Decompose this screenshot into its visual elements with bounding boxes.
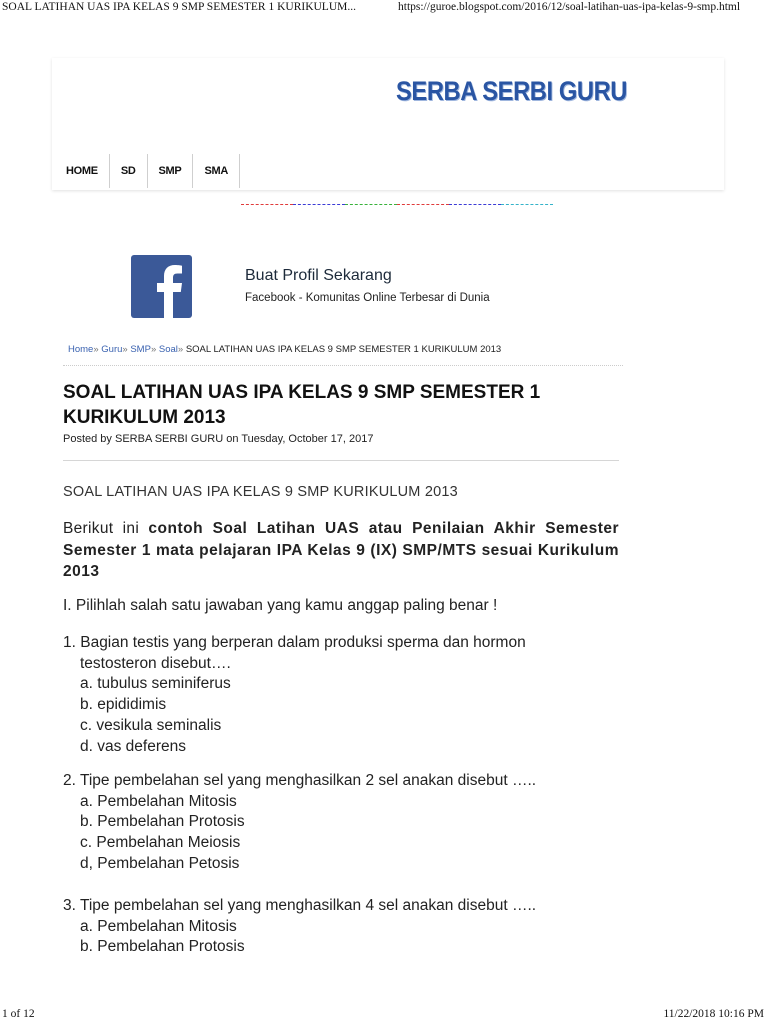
blog-title[interactable]: SERBA SERBI GURU xyxy=(396,76,628,106)
question-text: 2. Tipe pembelahan sel yang menghasilkan 2 sel anakan disebut ….. xyxy=(63,772,537,789)
print-page-url: https://guroe.blogspot.com/2016/12/soal-latihan-uas-ipa-kelas-9-smp.html xyxy=(398,1,741,13)
question-1 xyxy=(63,633,619,757)
breadcrumb-separator: » xyxy=(93,344,99,355)
meta-prefix: Posted by xyxy=(63,433,112,445)
color-line-segment xyxy=(345,204,397,206)
facebook-icon[interactable] xyxy=(131,255,192,318)
breadcrumb-link-smp[interactable]: SMP xyxy=(130,344,151,355)
answer-option: a. tubulus seminiferus xyxy=(80,675,231,693)
question-text-cont: testosteron disebut…. xyxy=(80,654,231,672)
question-text: 1. Bagian testis yang berperan dalam produksi sperma dan hormon xyxy=(63,634,526,651)
breadcrumb xyxy=(68,344,501,355)
answer-option: a. Pembelahan Mitosis xyxy=(80,917,237,935)
answer-option: c. Pembelahan Meiosis xyxy=(80,834,241,852)
breadcrumb-separator: » xyxy=(122,344,128,355)
answer-option: c. vesikula seminalis xyxy=(80,716,222,734)
breadcrumb-separator: » xyxy=(150,344,157,355)
breadcrumb-divider xyxy=(63,365,623,366)
post-meta xyxy=(63,433,373,445)
intro-plain: Berikut ini xyxy=(63,520,140,537)
meta-on: on xyxy=(226,433,239,445)
ad-title[interactable]: Buat Profil Sekarang xyxy=(245,267,392,284)
color-line-segment xyxy=(501,204,553,206)
question-text: 3. Tipe pembelahan sel yang menghasilkan 4 sel anakan disebut ….. xyxy=(63,897,537,914)
breadcrumb-separator: » xyxy=(177,344,184,355)
print-footer xyxy=(0,1008,768,1024)
post-title: SOAL LATIHAN UAS IPA KELAS 9 SMP SEMESTER 1 KURIKULUM 2013 xyxy=(63,382,541,428)
question-2 xyxy=(63,771,619,875)
color-line-segment xyxy=(397,204,449,206)
color-line-segment xyxy=(449,204,501,206)
nav-item-home[interactable]: HOME xyxy=(56,154,110,188)
answer-option: a. Pembelahan Mitosis xyxy=(80,792,237,810)
answer-option: b. Pembelahan Protosis xyxy=(80,938,245,956)
instruction: I. Pilihlah salah satu jawaban yang kamu anggap paling benar ! xyxy=(63,597,498,614)
question-3 xyxy=(63,896,619,958)
page-counter: 1 of 12 xyxy=(2,1008,35,1020)
post-subheading: SOAL LATIHAN UAS IPA KELAS 9 SMP KURIKULUM 2013 xyxy=(63,484,458,500)
breadcrumb-link-guru[interactable]: Guru xyxy=(101,344,123,355)
print-header xyxy=(0,0,768,20)
nav-item-sma[interactable]: SMA xyxy=(193,154,240,188)
breadcrumb-link-soal[interactable]: Soal xyxy=(158,344,178,355)
post-intro xyxy=(63,518,619,583)
breadcrumb-current: SOAL LATIHAN UAS IPA KELAS 9 SMP SEMESTER 1 KURIKULUM 2013 xyxy=(185,344,502,355)
post-date: Tuesday, October 17, 2017 xyxy=(241,433,374,445)
answer-option: d. vas deferens xyxy=(80,737,186,755)
post-author[interactable]: SERBA SERBI GURU xyxy=(114,433,224,445)
decorative-color-line xyxy=(241,203,553,207)
main-nav xyxy=(56,154,240,188)
print-datetime: 11/22/2018 10:16 PM xyxy=(663,1008,764,1020)
print-page-title: SOAL LATIHAN UAS IPA KELAS 9 SMP SEMESTER 1 KURIKULUM... xyxy=(2,1,356,13)
answer-option: b. Pembelahan Protosis xyxy=(80,813,245,831)
ad-subtitle: Facebook - Komunitas Online Terbesar di Dunia xyxy=(245,292,490,304)
answer-option: d, Pembelahan Petosis xyxy=(80,854,240,872)
color-line-segment xyxy=(241,204,293,206)
meta-divider xyxy=(63,460,619,461)
nav-item-smp[interactable]: SMP xyxy=(148,154,194,188)
intro-bold: contoh Soal Latihan UAS atau Penilaian Akhir Semester Semester 1 mata pelajaran IPA Kelas 9 (IX) SMP/MTS sesuai Kurikulum 2013 xyxy=(63,520,620,580)
answer-option: b. epididimis xyxy=(80,696,167,714)
color-line-segment xyxy=(293,204,345,206)
nav-item-sd[interactable]: SD xyxy=(110,154,148,188)
breadcrumb-link-home[interactable]: Home xyxy=(68,344,94,355)
